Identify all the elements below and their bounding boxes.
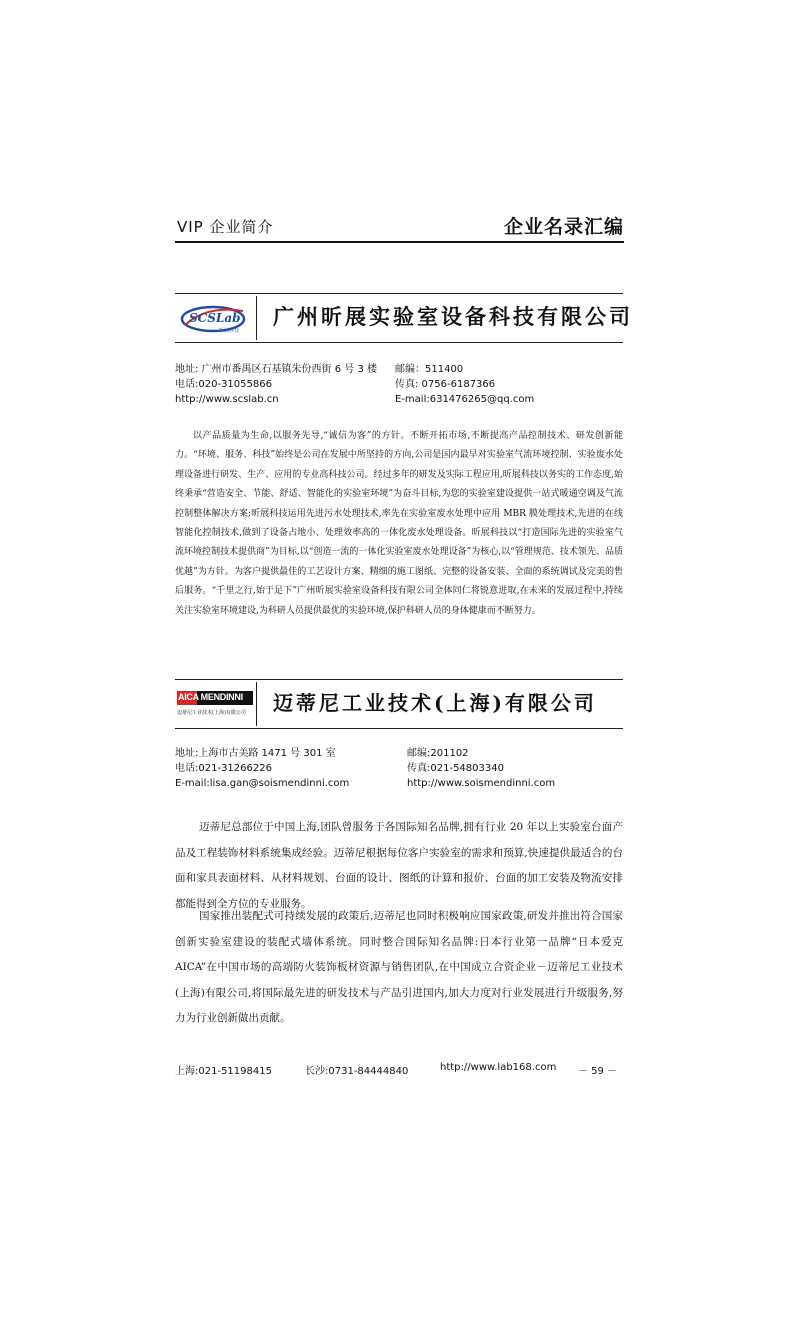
company2-paragraph-2: 国家推出装配式可持续发展的政策后,迈蒂尼也同时积极响应国家政策,研发并推出符合国家创新实验室建设的装配式墙体系统。同时整合国际知名品牌:日本行业第一品牌“日本爱克 AICA”在中国市场的高端防火装饰板材资源与销售团队,在中国成立合资企业－迈蒂尼工业技术(上海)有限公司,将国际最先进的研发技术与产品引进国内,加大力度对行业发展进行升级服务,努力为行业创新做出贡献。 [175,910,623,1025]
company2-phone: 电话:021-31266226 [175,763,272,774]
company2-banner [175,679,623,729]
company2-website: http://www.soismendinni.com [407,778,556,789]
aica-mendinni-logo [177,683,253,725]
footer-website: http://www.lab168.com [440,1062,557,1073]
logo-text: AICA MENDINNI [178,692,243,702]
logo-subtext: 昕展科技 [219,328,240,334]
header-rule [175,241,624,243]
banner-top-line [175,293,623,294]
footer-shanghai-phone: 上海:021-51198415 [175,1066,272,1077]
logo-text: SCSLab [189,311,241,325]
company1-address: 地址: 广州市番禺区石基镇朱份西街 6 号 3 楼 [175,364,377,375]
banner-bottom-line [175,728,623,729]
company1-website: http://www.scslab.cn [175,394,279,405]
company2-postcode: 邮编:201102 [407,748,469,759]
company1-description: 以产品质量为生命,以服务先导,“诚信为客”的方针。不断开拓市场,不断提高产品控制技术、研发创新能力。“环境、服务、科技”始终是公司在发展中所坚持的方向,公司是国内最早对实验室气流环境控制、实验废水处理设备进行研发、生产、应用的专业高科技公司。经过多年的研发及实际工程应用,昕展科技以务实的工作态度,始终秉承“营造安全、节能、舒适、智能化的实验室环境”为奋斗目标,为您的实验室建设提供一站式暖通空调及气流控制整体解决方案;昕展科技运用先进污水处理技术,率先在实验室废水处理中应用 MBR 膜处理技术,先进的在线智能化控制技术,做到了设备占地小、处理效率高的一体化废水处理设备。昕展科技以“打造国际先进的实验室气流环境控制技术提供商”为目标,以“创造一流的一体化实验室废水处理设备”为核心,以“管理规范、技术领先、品质优越”为方针。为客户提供最佳的工艺设计方案、精细的施工图纸、完整的设备安装、全面的系统调试及完美的售后服务。“千里之行,始于足下”广州昕展实验室设备科技有限公司全体同仁将锐意进取,在未来的发展过程中,持续关注实验室环境建设,为科研人员提供最优的实验环境,保护科研人员的身体健康而不断努力。 [175,431,623,616]
footer-changsha-phone: 长沙:0731-84444840 [305,1066,409,1077]
company2-fax: 传真:021-54803340 [407,763,504,774]
scslab-logo [177,297,253,339]
company1-fax: 传真: 0756-6187366 [395,379,496,390]
publication-title: 企业名录汇编 [503,216,624,238]
company1-phone: 电话:020-31055866 [175,379,272,390]
company2-email: E-mail:lisa.gan@soismendinni.com [175,778,350,789]
banner-bottom-line [175,342,623,343]
banner-divider [256,682,257,726]
page-number: － 59 － [578,1066,618,1077]
company1-email: E-mail:631476265@qq.com [395,394,535,405]
logo-subtext: 迈蒂尼工业技术(上海)有限公司 [177,710,246,716]
company2-name: 迈蒂尼工业技术(上海)有限公司 [273,691,597,715]
banner-divider [256,296,257,340]
banner-top-line [175,679,623,680]
section-title: VIP 企业简介 [177,218,274,236]
company2-address: 地址:上海市古美路 1471 号 301 室 [175,748,336,759]
company1-postcode: 邮编：511400 [395,364,464,375]
company1-banner [175,293,633,343]
company2-paragraph-1: 迈蒂尼总部位于中国上海,团队曾服务于各国际知名品牌,拥有行业 20 年以上实验室台面产品及工程装饰材料系统集成经验。迈蒂尼根据每位客户实验室的需求和预算,快速提供最适合的台面和家具表面材料、从材料规划、台面的设计、图纸的计算和报价、台面的加工安装及物流安排都能得到全方位的专业服务。 [175,821,623,910]
company1-name: 广州昕展实验室设备科技有限公司 [273,304,633,329]
